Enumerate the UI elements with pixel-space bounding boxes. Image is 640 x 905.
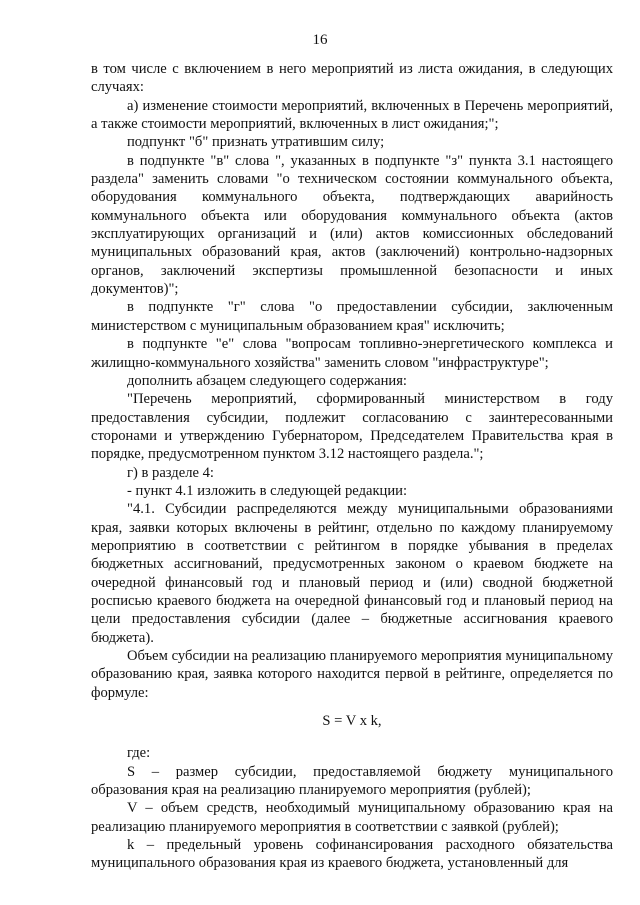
paragraph-point-4-1-intro: - пункт 4.1 изложить в следующей редакции: [127,482,408,499]
document-body [91,60,613,873]
paragraph-subitem-v: в подпункте "в" слова ", указанных в подпункте "з" пункта 3.1 настоящего раздела" заменить словами "о техническом состоянии коммунального объекта, оборудования коммунального объекта, подтверждающих аварийность коммунального объекта или оборудования коммунального объекта (актов эксплуатирующих организаций и (или) актов комиссионных обследований муниципальных образований края, актов (заключений) контрольно-надзорных органов, заключений экспертизы промышленной безопасности и иных документов)"; [91,152,613,298]
paragraph-add-abzac: дополнить абзацем следующего содержания: [127,372,407,389]
paragraph-def-s: S – размер субсидии, предоставляемой бюджету муниципального образования края на реализацию планируемого мероприятия (рублей); [91,763,613,799]
paragraph-point-4-1: "4.1. Субсидии распределяются между муниципальными образованиями края, заявки которых включены в рейтинг, отдельно по каждому планируемому мероприятию в соответствии с рейтингом в порядке убывания в пределах бюджетных ассигнований, предусмотренных законом о краевом бюджете на очередной финансовый год и плановый период и (или) сводной бюджетной росписью краевого бюджета на очередной финансовый год и плановый период на цели предоставления субсидии (далее – бюджетные ассигнования краевого бюджета). [91,501,613,646]
paragraph-def-k: k – предельный уровень софинансирования расходного обязательства муниципального образования края из краевого бюджета, установленный для [91,837,613,872]
paragraph-volume-formula-intro: Объем субсидии на реализацию планируемого мероприятия муниципальному образованию края, заявка которого находится первой в рейтинге, определяется по формуле: [91,648,613,701]
paragraph-item-a: а) изменение стоимости мероприятий, включенных в Перечень мероприятий, а также стоимости мероприятий, включенных в лист ожидания;"; [91,97,613,133]
paragraph-intro: в том числе с включением в него мероприятий из листа ожидания, в следующих случаях: [91,61,613,96]
paragraph-subitem-e: в подпункте "е" слова "вопросам топливно-энергетического комплекса и жилищно-коммунального хозяйства" заменить словом "инфраструктуре"; [91,336,613,371]
paragraph-subitem-g: в подпункте "г" слова "о предоставлении субсидии, заключенным министерством с муниципальным образованием края" исключить; [91,299,613,334]
formula: S = V x k, [322,713,382,730]
page-number: 16 [312,32,328,48]
paragraph-quote-perechen: "Перечень мероприятий, сформированный министерством в году предоставления субсидии, подлежит согласованию с заинтересованными сторонами и утверждению Губернатором, Председателем Правительства края в порядке, предусмотренном пунктом 3.12 настоящего раздела."; [91,391,613,463]
paragraph-where: где: [127,745,151,762]
paragraph-section-4: г) в разделе 4: [127,464,214,481]
paragraph-subitem-b: подпункт "б" признать утратившим силу; [127,134,385,151]
paragraph-def-v: V – объем средств, необходимый муниципальному образованию края на реализацию планируемого мероприятия в соответствии с заявкой (рублей); [91,800,613,835]
